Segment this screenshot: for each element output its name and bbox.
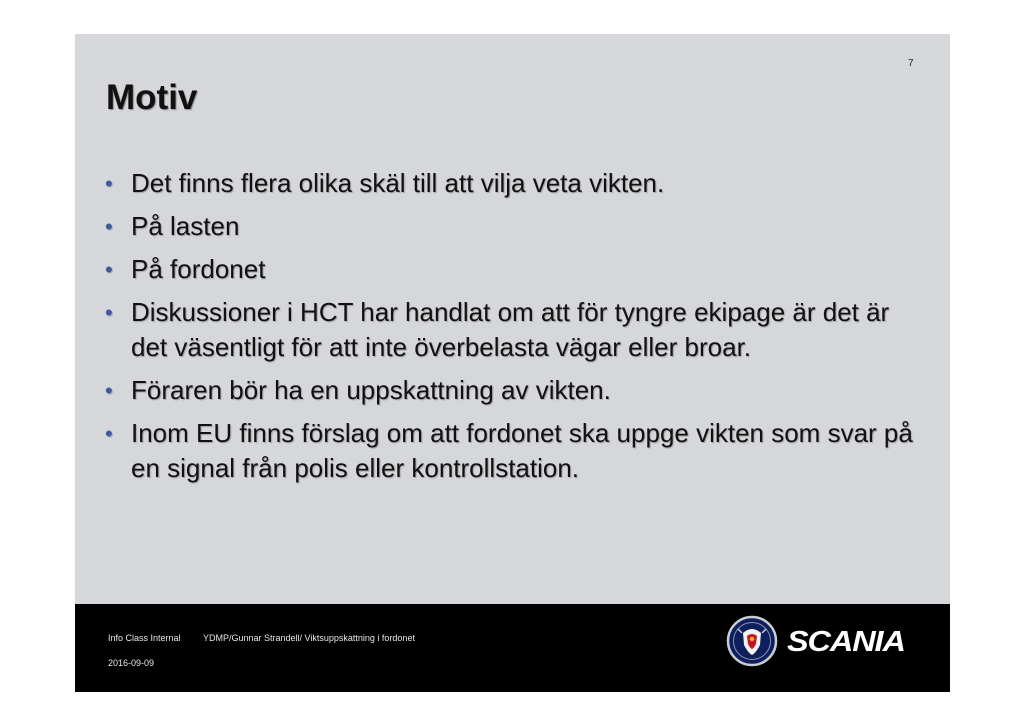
slide-number: 7 (908, 58, 914, 69)
scania-logo-text: SCANIA (787, 626, 905, 658)
slide-title: Motiv (106, 78, 198, 117)
bullet-text: Inom EU finns förslag om att fordonet ska uppge vikten som svar på en signal från polis eller kontrollstation. (131, 418, 913, 483)
footer-date: 2016-09-09 (108, 658, 155, 668)
bullet-icon: • (105, 421, 113, 446)
bullet-item (105, 252, 925, 287)
footer-description: YDMP/Gunnar Strandell/ Viktsuppskattning i fordonet (203, 633, 415, 643)
bullet-icon: • (105, 214, 113, 239)
bullet-item (105, 373, 925, 408)
bullet-item (105, 166, 925, 201)
bullet-list (105, 166, 925, 494)
bullet-icon: • (105, 378, 113, 403)
bullet-item (105, 209, 925, 244)
scania-griffin-icon (726, 615, 778, 667)
info-class-label: Info Class Internal (108, 633, 181, 643)
bullet-item (105, 295, 925, 365)
bullet-text: Föraren bör ha en uppskattning av vikten. (131, 375, 611, 405)
bullet-text: På lasten (131, 211, 240, 241)
bullet-text: Det finns flera olika skäl till att vilja veta vikten. (131, 168, 665, 198)
bullet-icon: • (105, 300, 113, 325)
bullet-text: Diskussioner i HCT har handlat om att för tyngre ekipage är det är det väsentligt för att inte överbelasta vägar eller broar. (131, 297, 890, 362)
slide (75, 34, 950, 692)
bullet-icon: • (105, 257, 113, 282)
bullet-item (105, 416, 925, 486)
slide-footer (75, 604, 950, 692)
bullet-text: På fordonet (131, 254, 266, 284)
bullet-icon: • (105, 171, 113, 196)
